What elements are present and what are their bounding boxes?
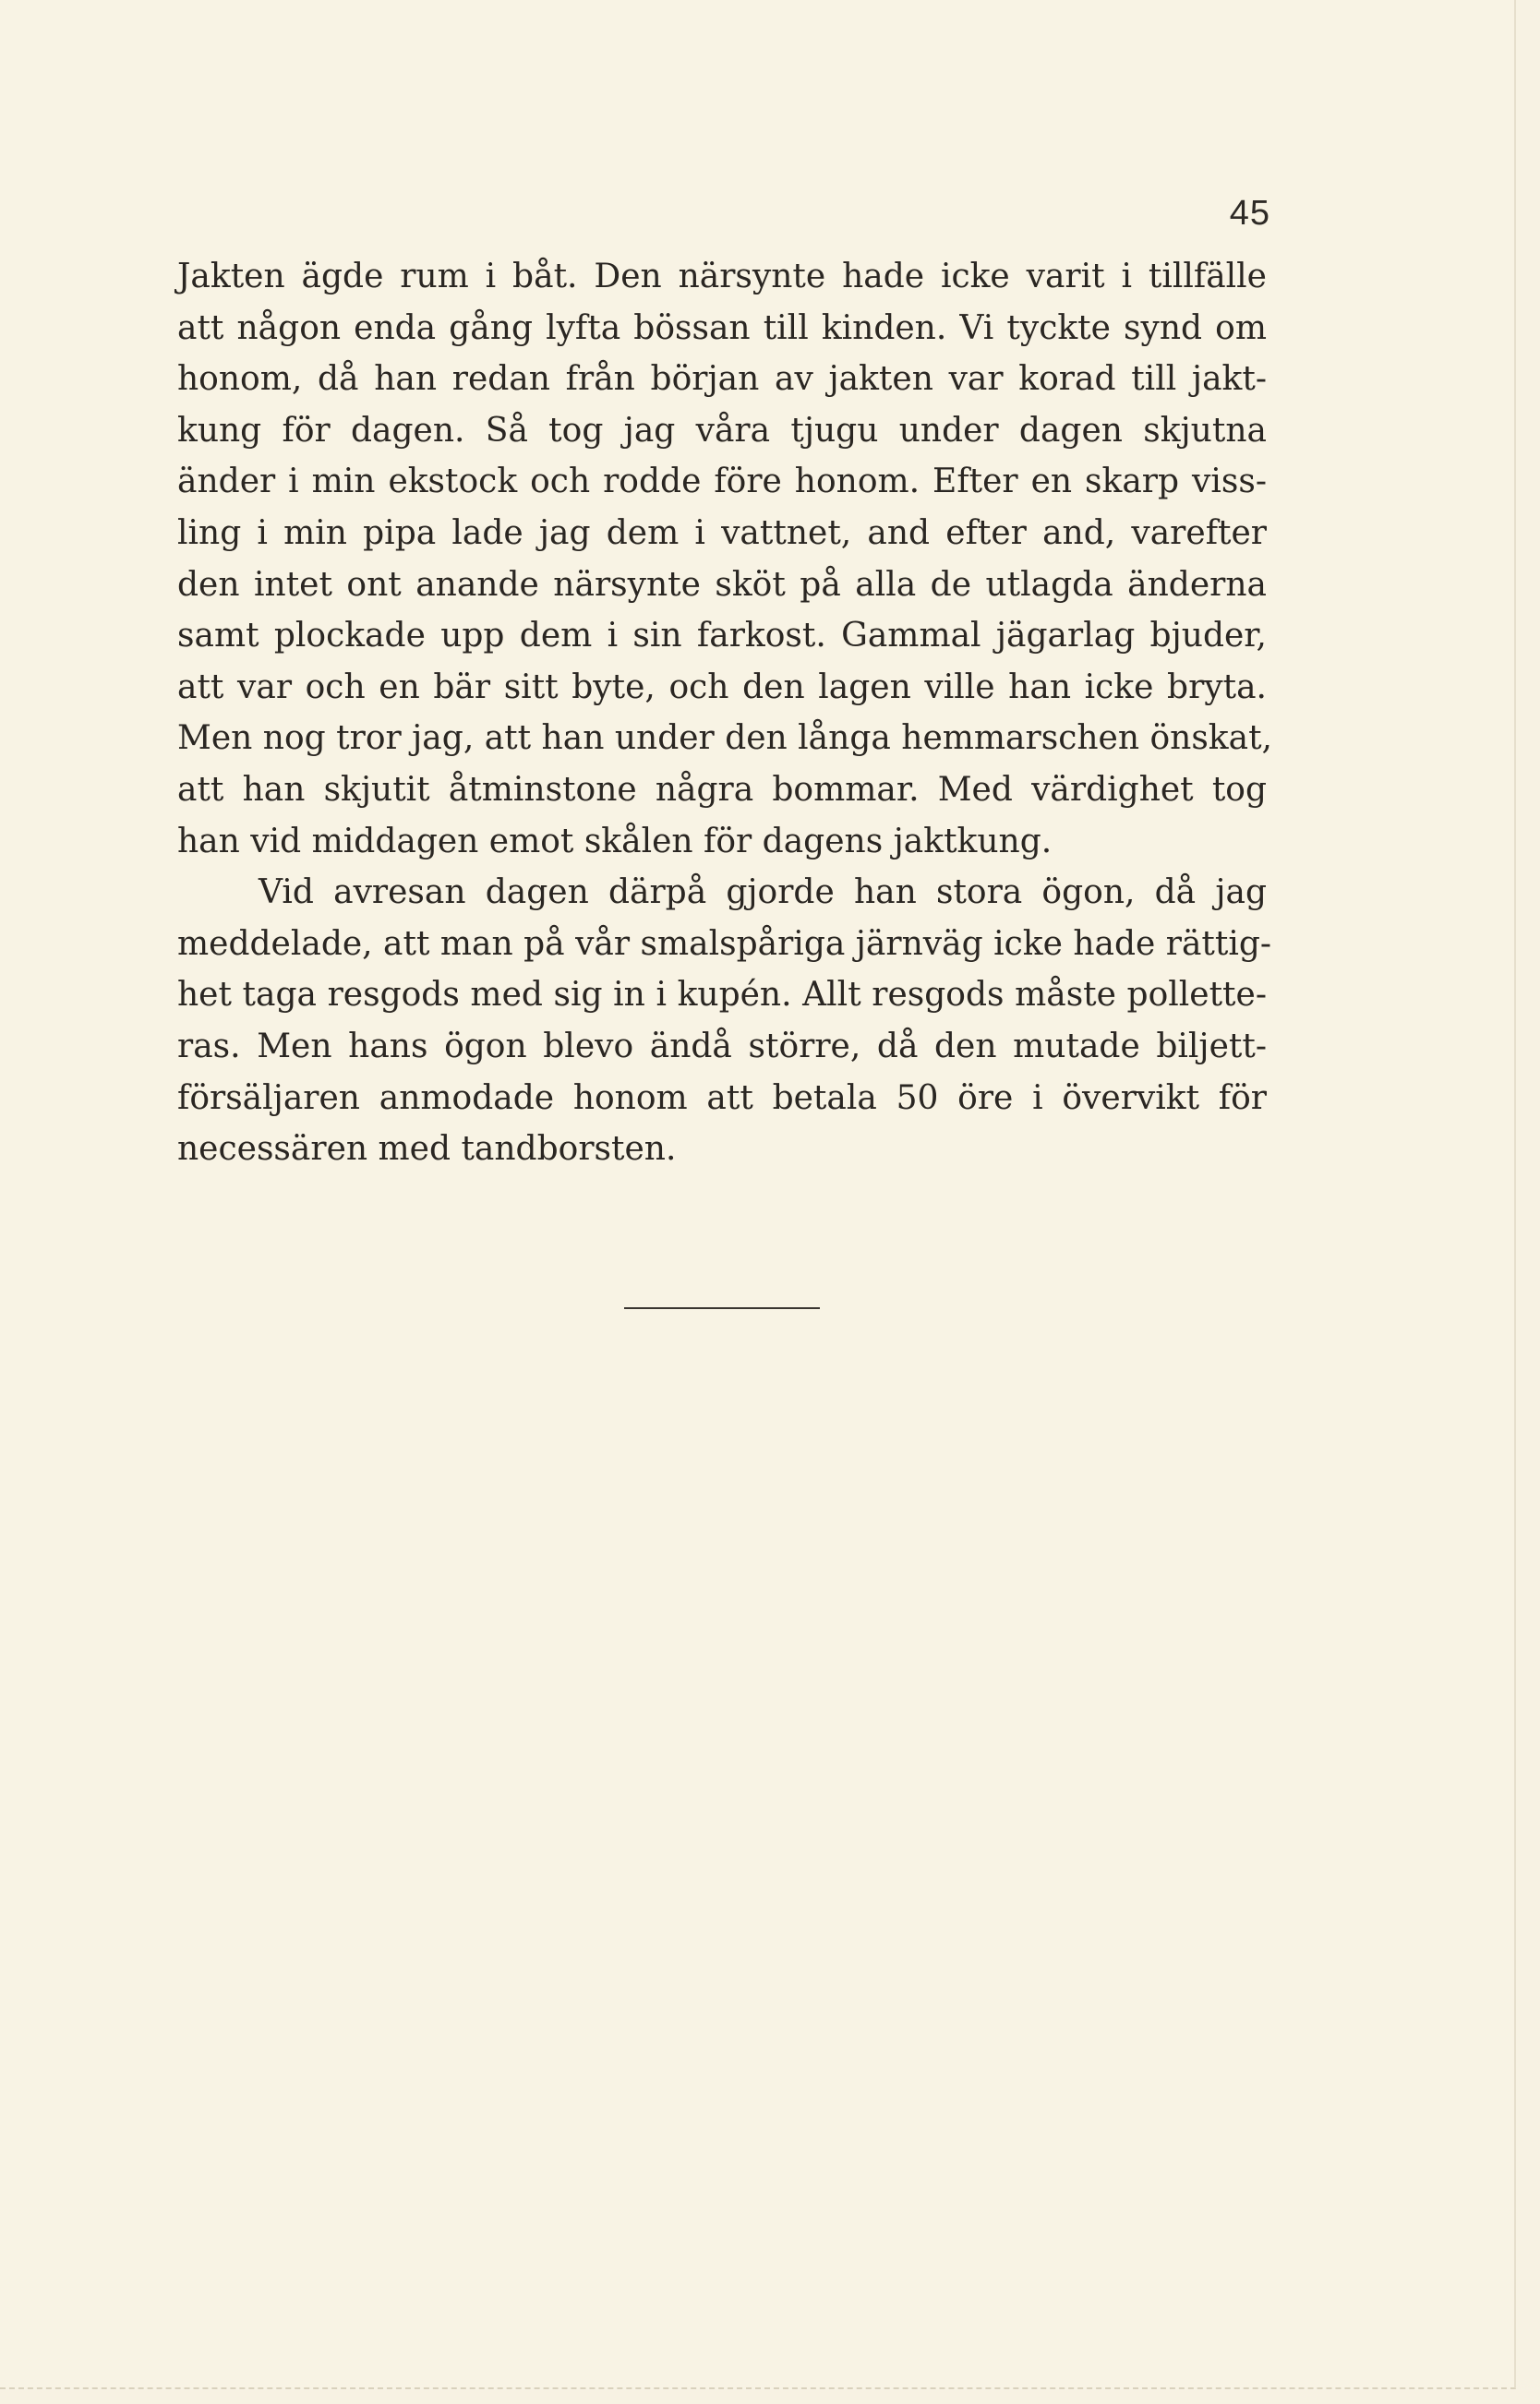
text-line: Jakten ägde rum i båt. Den närsynte hade icke varit i tillfälle [177, 258, 1267, 295]
text-line: honom, då han redan från början av jakten var korad till jakt- [177, 360, 1267, 399]
text-line: samt plockade upp dem i sin farkost. Gammal jägarlag bjuder, [177, 617, 1267, 655]
body-text [177, 251, 1272, 1175]
page-number: 45 [1229, 194, 1270, 233]
text-line: den intet ont anande närsynte sköt på alla de utlagda änderna [177, 565, 1267, 604]
text-line: han vid middagen emot skålen för dagens jaktkung. [177, 822, 1053, 860]
text-line: försäljaren anmodade honom att betala 50 öre i övervikt för [177, 1078, 1267, 1117]
paragraph-1 [177, 251, 1272, 867]
text-line: ras. Men hans ögon blevo ändå större, då den mutade biljett- [177, 1027, 1267, 1065]
text-line: att någon enda gång lyfta bössan till kinden. Vi tyckte synd om [177, 308, 1267, 347]
text-line: att var och en bär sitt byte, och den lagen ville han icke bryta. [177, 667, 1267, 706]
section-end-rule [624, 1307, 820, 1309]
text-line: Men nog tror jag, att han under den långa hemmarschen önskat, [177, 719, 1272, 758]
text-line: meddelade, att man på vår smalspåriga järnväg icke hade rättig- [177, 924, 1272, 963]
text-line: änder i min ekstock och rodde före honom. Efter en skarp viss- [177, 463, 1267, 501]
text-line: kung för dagen. Så tog jag våra tjugu under dagen skjutna [177, 411, 1267, 450]
text-line: ling i min pipa lade jag dem i vattnet, and efter and, varefter [177, 513, 1267, 552]
text-line: Vid avresan dagen därpå gjorde han stora ögon, då jag [259, 873, 1267, 912]
paragraph-2 [177, 867, 1272, 1175]
text-line: necessären med tandborsten. [177, 1130, 677, 1169]
text-line: att han skjutit åtminstone några bommar. Med värdighet tog [177, 770, 1267, 809]
text-line: het taga resgods med sig in i kupén. Allt resgods måste pollette- [177, 976, 1267, 1015]
